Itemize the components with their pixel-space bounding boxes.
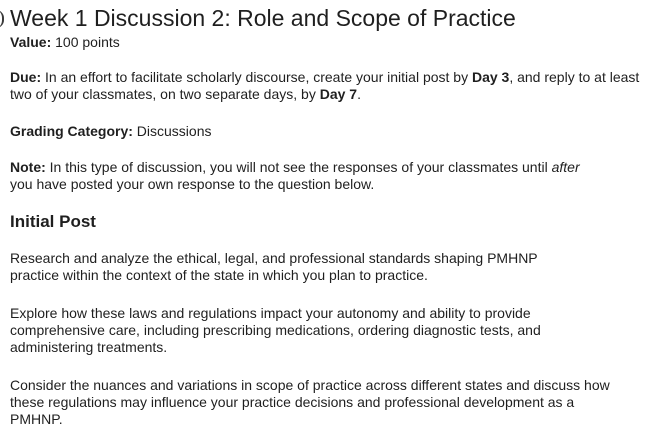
due-label: Due:	[10, 69, 42, 85]
page-title: Week 1 Discussion 2: Role and Scope of Practice	[10, 5, 516, 31]
grading-text: Discussions	[132, 123, 212, 139]
initial-post-paragraph-1: Research and analyze the ethical, legal, and professional standards shaping PMHNP practice within the context of the state in which you plan to practice.	[10, 250, 538, 283]
due-day-initial: Day 3	[471, 69, 510, 85]
initial-post-paragraph-2: Explore how these laws and regulations impact your autonomy and ability to provide comprehensive care, including prescribing medications, ordering diagnostic tests, and administering treatments.	[10, 305, 541, 355]
due-line	[10, 69, 650, 103]
note-line	[10, 159, 590, 193]
initial-post-paragraph-3: Consider the nuances and variations in scope of practice across different states and discuss how these regulations may influence your practice decisions and professional development as a PMHNP.	[10, 377, 610, 427]
value-label: Value:	[10, 34, 52, 50]
due-text-1: In an effort to facilitate scholarly discourse, create your initial post by	[41, 69, 472, 85]
note-label: Note:	[10, 159, 46, 175]
note-emphasis: after	[551, 159, 580, 175]
value-line	[10, 34, 650, 51]
grading-label: Grading Category:	[10, 123, 133, 139]
value-text: 100 points	[51, 34, 120, 50]
note-text-2: you have posted your own response to the question below.	[10, 176, 375, 192]
initial-post-heading: Initial Post	[10, 212, 96, 231]
window-edge-mark	[0, 10, 4, 28]
grading-line	[10, 123, 650, 140]
note-text-1: In this type of discussion, you will not see the responses of your classmates until	[45, 159, 552, 175]
due-text-2: , and reply to at least two of your classmates, on two separate days, by	[10, 69, 640, 102]
due-day-reply: Day 7	[319, 86, 358, 102]
due-text-3: .	[357, 86, 361, 102]
